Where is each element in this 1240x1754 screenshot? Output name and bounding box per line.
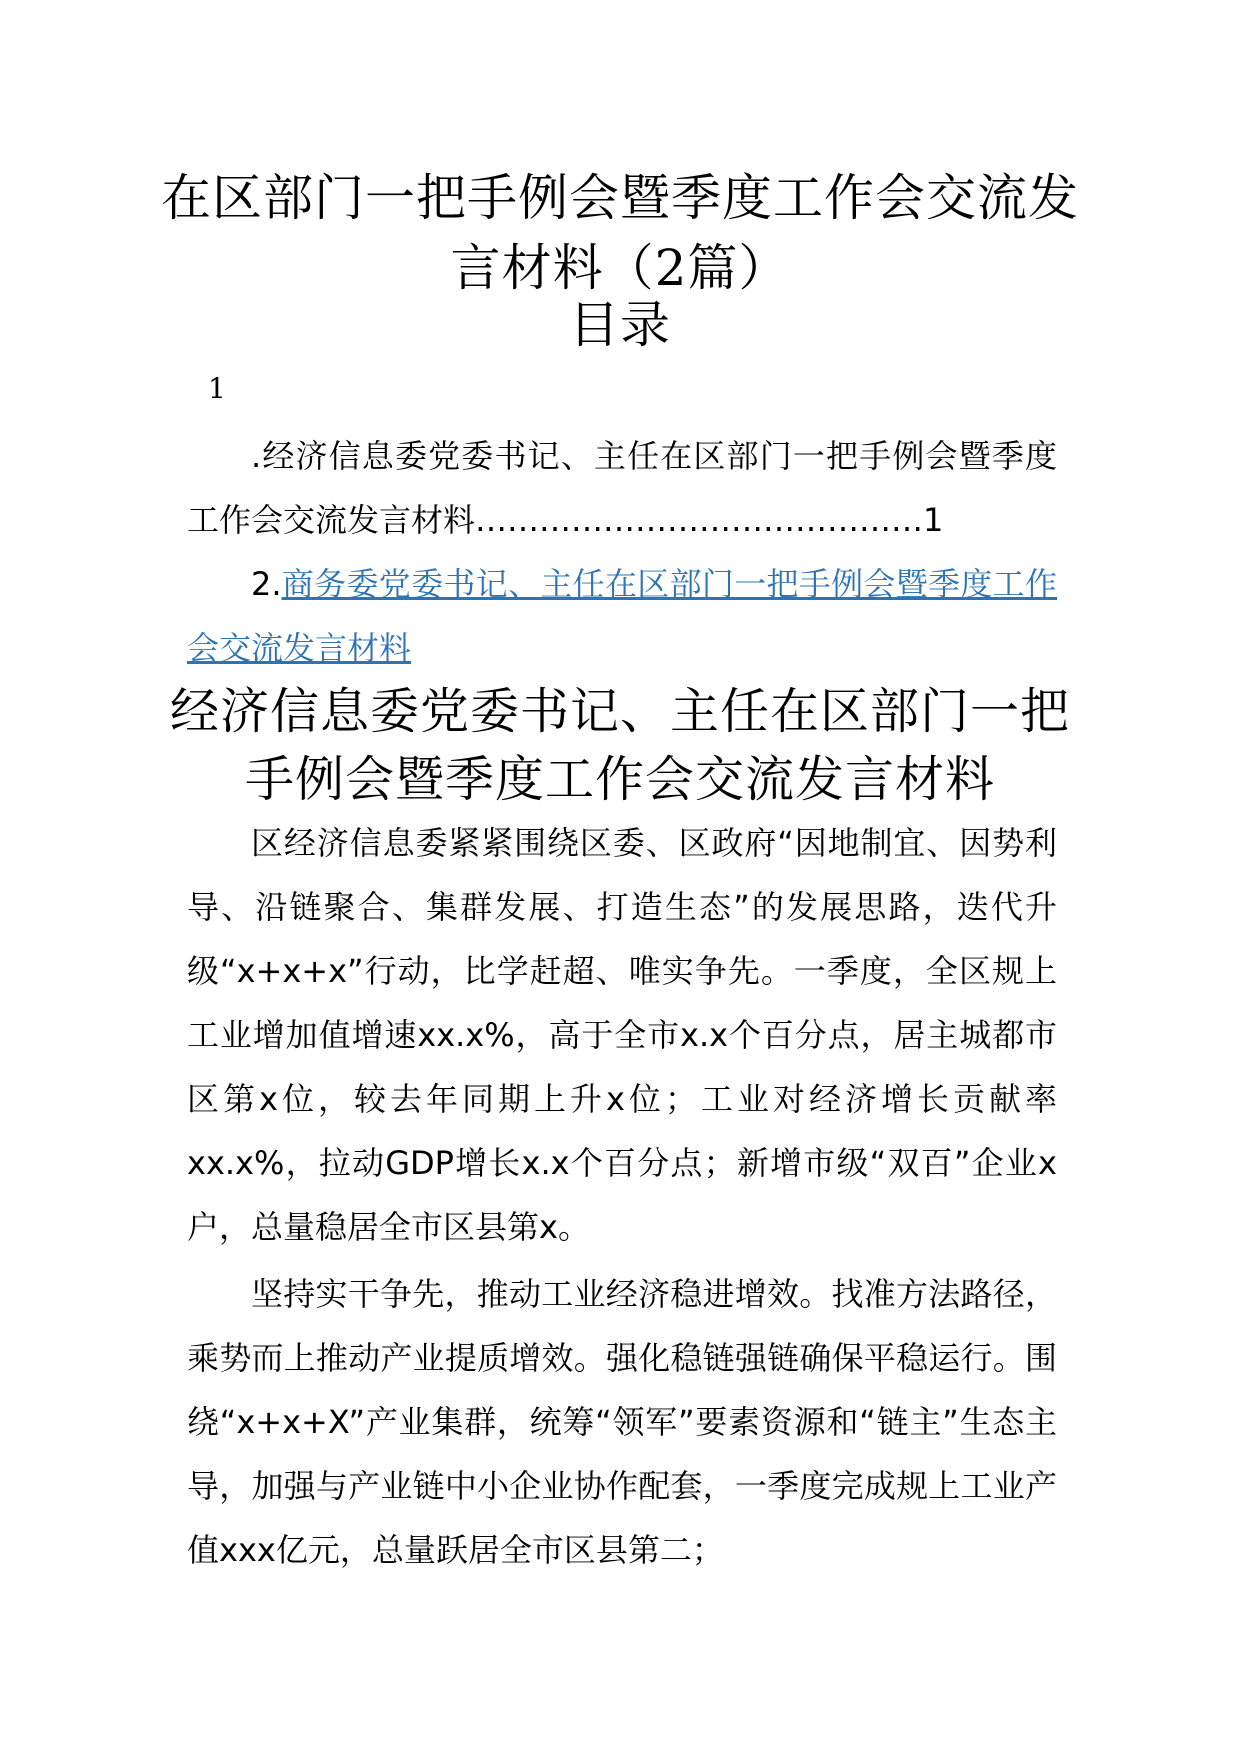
toc-item-1[interactable] [187, 424, 1057, 552]
body-paragraph-1: 区经济信息委紧紧围绕区委、区政府“因地制宜、因势利导、沿链聚合、集群发展、打造生态”的发展思路，迭代升级“x+x+x”行动，比学赶超、唯实争先。一季度，全区规上工业增加值增速xx.x%，高于全市x.x个百分点，居主城都市区第x位，较去年同期上升x位；工业对经济增长贡献率xx.x%，拉动GDP增长x.x个百分点；新增市级“双百”企业x户，总量稳居全市区县第x。 [187, 824, 1057, 1246]
toc-item-2-link[interactable]: 商务委党委书记、主任在区部门一把手例会暨季度工作会交流发言材料 [187, 565, 1057, 667]
document-title-count: 2 [654, 239, 688, 297]
toc-item-1-leader: …………………………………… [475, 501, 924, 539]
toc-item-2 [187, 552, 1057, 680]
toc-item-1-page: 1 [923, 501, 944, 539]
section-title [140, 678, 1100, 814]
document-title-line-1: 在区部门一把手例会暨季度工作会交流发 [161, 169, 1079, 227]
section-title-line-1: 经济信息委党委书记、主任在区部门一把 [169, 683, 1070, 740]
document-title [140, 163, 1100, 303]
toc-number: 1 [208, 372, 226, 405]
toc-item-1-text: .经济信息委党委书记、主任在区部门一把手例会暨季度工作会交流发言材料 [187, 437, 1057, 539]
body-paragraph-2: 坚持实干争先，推动工业经济稳进增效。找准方法路径，乘势而上推动产业提质增效。强化稳链强链确保平稳运行。围绕“x+x+X”产业集群，统筹“领军”要素资源和“链主”生态主导，加强与产业链中小企业协作配套，一季度完成规上工业产值xxx亿元，总量跃居全市区县第二； [187, 1275, 1057, 1569]
section-title-line-2: 手例会暨季度工作会交流发言材料 [244, 751, 995, 808]
document-title-suffix: 篇） [687, 239, 790, 297]
toc-item-2-prefix: 2. [251, 565, 282, 603]
toc-heading: 目录 [569, 296, 671, 354]
document-title-text: 言材料（ [450, 239, 655, 297]
